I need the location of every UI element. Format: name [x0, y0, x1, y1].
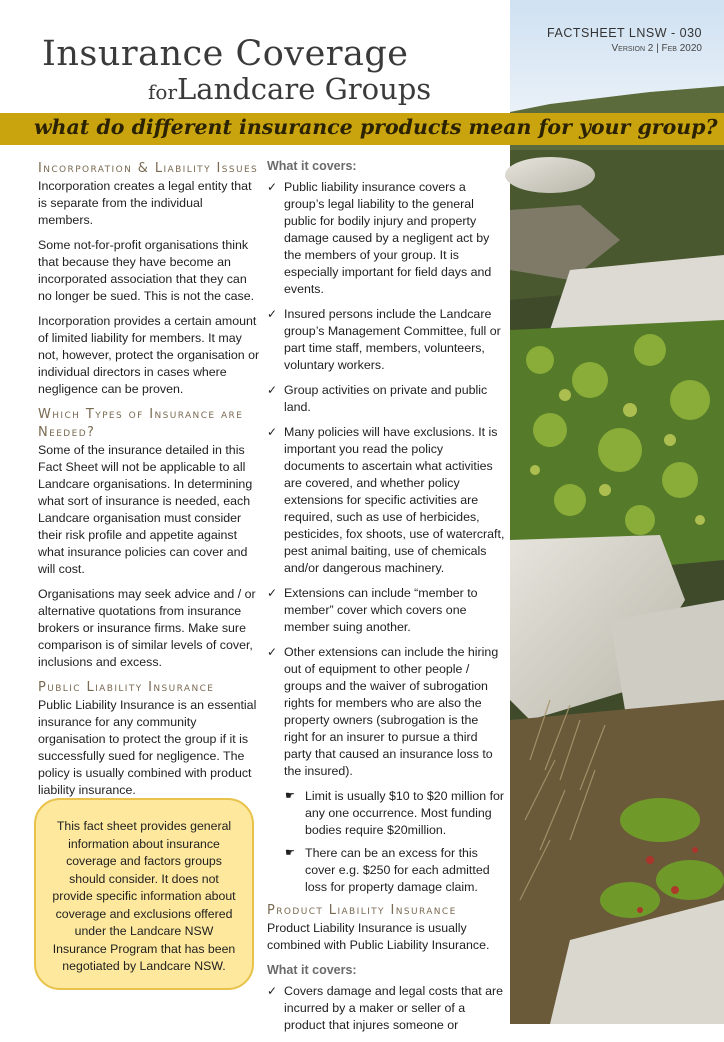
- coastal-vegetation-photo: [510, 0, 724, 1024]
- sub-list-item-text: Limit is usually $10 to $20 million for any one occurrence. Most funding bodies require $20million.: [305, 789, 505, 837]
- check-icon: ✓: [267, 425, 278, 439]
- section-heading-types: Which Types of Insurance are Needed?: [38, 407, 244, 440]
- middle-column: [267, 158, 505, 1042]
- limits-sublist: [267, 788, 505, 896]
- info-callout: This fact sheet provides general information about insurance coverage and factors groups should consider. It does not provide specific information about coverage and exclusions offered under the Landcare NSW Insurance Program that has been negotiated by Landcare NSW.: [34, 798, 254, 990]
- coverage-list: [267, 179, 505, 780]
- sub-list-item: [285, 845, 505, 896]
- paragraph: Some not-for-profit organisations think that because they have become an incorporated association that they can no longer be sued. This is not the case.: [38, 238, 255, 303]
- paragraph: Incorporation provides a certain amount of limited liability for members. It may not, however, protect the organisation or individual directors in cases where negligence can be proven.: [38, 314, 260, 396]
- factsheet-code: FACTSHEET LNSW - 030: [547, 26, 702, 40]
- version-date: Version 2 | Feb 2020: [611, 43, 702, 54]
- list-item: [267, 585, 505, 636]
- sub-list-item: [285, 788, 505, 839]
- section-heading-incorporation: Incorporation & Liability Issues: [38, 161, 259, 176]
- list-item: [267, 424, 505, 577]
- list-item-text: Covers damage and legal costs that are incurred by a maker or seller of a product that injures someone or: [284, 984, 504, 1032]
- list-item: [267, 306, 505, 374]
- factsheet-info: [547, 26, 702, 54]
- paragraph: Product Liability Insurance is usually combined with Public Liability Insurance.: [267, 921, 490, 952]
- section-heading-public-liability: Public Liability Insurance: [38, 680, 215, 695]
- banner-text: what do different insurance products mean for your group?: [34, 115, 718, 139]
- title-for: for: [148, 80, 178, 104]
- list-item-text: Extensions can include “member to member” cover which covers one member suing another.: [284, 586, 478, 634]
- list-item-text: Other extensions can include the hiring out of equipment to other people / groups and the waiver of subrogation rights for members who are also the property owners (subrogation is the right for an insurer to pursue a third party that caused an insurance loss to the insured).: [284, 645, 499, 778]
- list-item-text: Public liability insurance covers a group’s legal liability to the general public for bodily injury and property damage caused by a negligent act by the members of your group. It is especially important for field days and events.: [284, 180, 492, 296]
- check-icon: ✓: [267, 383, 278, 397]
- list-item-text: Group activities on private and public land.: [284, 383, 488, 414]
- paragraph: Some of the insurance detailed in this Fact Sheet will not be applicable to all Landcare organisations. In determining what sort of insurance is needed, each Landcare organisation must consider their risk profile and appetite against what insurance policies can cover and will cost.: [38, 443, 253, 576]
- check-icon: ✓: [267, 586, 278, 600]
- list-item: [267, 983, 505, 1034]
- list-item-text: Many policies will have exclusions. It is important you read the policy documents to ascertain what activities are covered, and whether policy extensions for specific activities are required, such as use of herbicides, pesticides, fox shoots, use of watercraft, pest animal baiting, use of chemicals and/or dangerous machinery.: [284, 425, 505, 575]
- document-subtitle: [148, 72, 431, 106]
- list-item: [267, 644, 505, 780]
- paragraph: Organisations may seek advice and / or alternative quotations from insurance brokers or insurance firms. Make sure comparison is of similar levels of cover, inclusions and excess.: [38, 587, 256, 669]
- product-coverage-list: [267, 983, 505, 1034]
- check-icon: ✓: [267, 645, 278, 659]
- list-item-text: Insured persons include the Landcare group’s Management Committee, full or part time staff, members, volunteers, voluntary workers.: [284, 307, 501, 372]
- list-item: [267, 179, 505, 298]
- banner: [0, 113, 724, 145]
- check-icon: ✓: [267, 984, 278, 998]
- left-column: [38, 158, 260, 807]
- paragraph: Incorporation creates a legal entity that is separate from the individual members.: [38, 179, 252, 227]
- paragraph: Public Liability Insurance is an essential insurance for any community organisation to protect the group if it is successfully sued for negligence. The policy is usually combined with product liability insurance.: [38, 698, 257, 797]
- document-title: Insurance Coverage: [42, 34, 409, 74]
- section-heading-product-liability: Product Liability Insurance: [267, 903, 457, 918]
- hand-bullet-icon: ☛: [285, 847, 295, 859]
- check-icon: ✓: [267, 180, 278, 194]
- list-item: [267, 382, 505, 416]
- sub-list-item-text: There can be an excess for this cover e.g. $250 for each admitted loss for property damage claim.: [305, 846, 490, 894]
- hand-bullet-icon: ☛: [285, 790, 295, 802]
- what-it-covers-heading: What it covers:: [267, 159, 357, 173]
- what-it-covers-heading-2: What it covers:: [267, 963, 357, 977]
- check-icon: ✓: [267, 307, 278, 321]
- title-line2: Landcare Groups: [177, 72, 432, 106]
